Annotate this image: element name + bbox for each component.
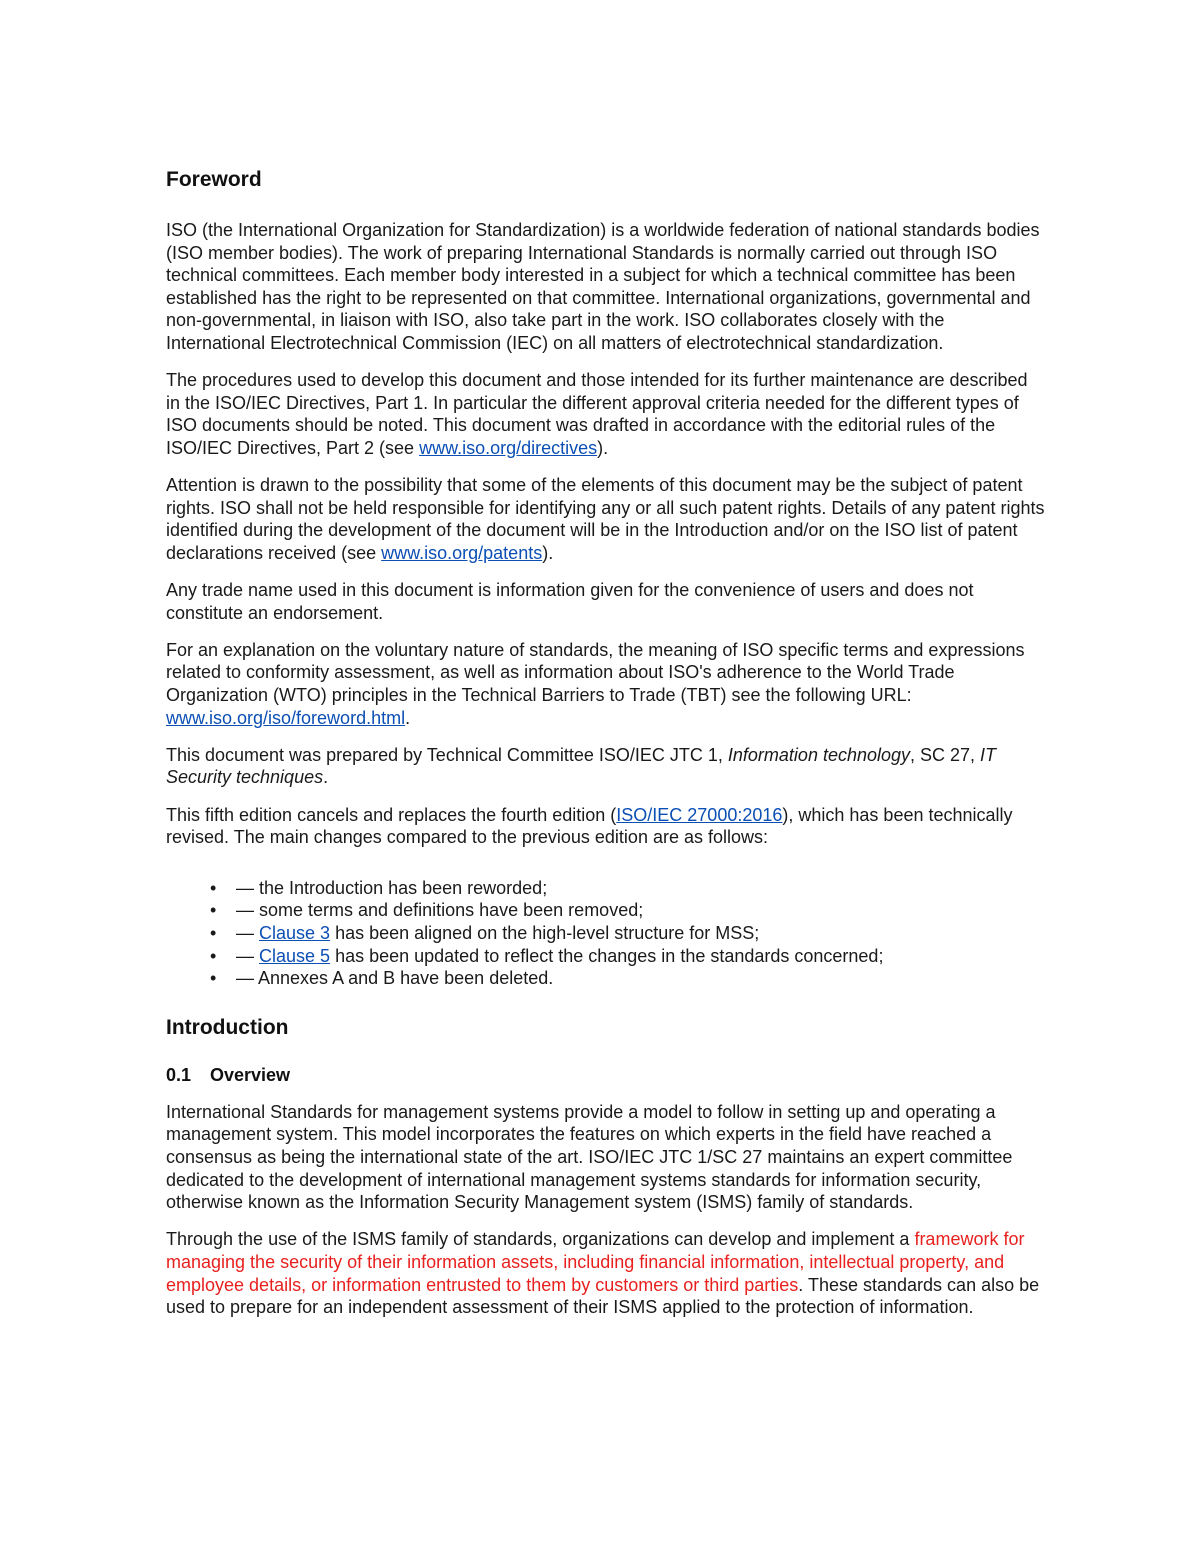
foreword-heading: Foreword	[166, 168, 262, 191]
foreword-paragraph-5: For an explanation on the voluntary nature of standards, the meaning of ISO specific terms and expressions related to conformity assessment, as well as information about ISO's adherence to the World Trade Organization (WTO) principles in the Technical Barriers to Trade (TBT) see the following URL: www.iso.org/iso/foreword.html.	[166, 639, 1025, 728]
overview-heading	[166, 1064, 1046, 1086]
clause-5-link[interactable]: Clause 5	[259, 945, 331, 966]
foreword-paragraph-7: This fifth edition cancels and replaces the fourth edition (ISO/IEC 27000:2016), which has been technically revised. The main changes compared to the previous edition are as follows:	[166, 804, 1013, 848]
foreword-paragraph-3: Attention is drawn to the possibility that some of the elements of this document may be the subject of patent rights. ISO shall not be held responsible for identifying any or all such patent rights. Details of any patent rights identified during the development of the document will be in the Introduction and/or on the ISO list of patent declarations received (see www.iso.org/patents).	[166, 475, 1045, 563]
changes-list	[166, 877, 1046, 990]
section-number: 0.1	[166, 1064, 192, 1085]
bullet-icon: •	[210, 945, 217, 966]
clause-3-link[interactable]: Clause 3	[259, 923, 331, 943]
introduction-paragraph-2: Through the use of the ISMS family of standards, organizations can develop and implement a framework for managing the security of their information assets, including financial information, intellectual property, and employee details, or information entrusted to them by customers or third parties. These standards can also be used to prepare for an independent assessment of their ISMS applied to the protection of information.	[166, 1229, 1040, 1318]
previous-edition-link[interactable]: ISO/IEC 27000:2016	[616, 804, 783, 825]
foreword-url-link[interactable]: www.iso.org/iso/foreword.html	[166, 707, 406, 728]
foreword-paragraph-6: This document was prepared by Technical Committee ISO/IEC JTC 1, Information technology, SC 27, IT Security techniques.	[166, 744, 997, 788]
list-item: • — some terms and definitions have been removed;	[210, 900, 644, 921]
document-page	[166, 166, 1046, 1333]
introduction-heading: Introduction	[166, 1015, 289, 1039]
section-title: Overview	[210, 1064, 291, 1085]
bullet-icon: •	[210, 900, 217, 921]
foreword-paragraph-1: ISO (the International Organization for Standardization) is a worldwide federation of national standards bodies (ISO member bodies). The work of preparing International Standards is normally carried out through ISO technical committees. Each member body interested in a subject for which a technical committee has been established has the right to be represented on that committee. International organizations, governmental and non-governmental, in liaison with ISO, also take part in the work. ISO collaborates closely with the International Electrotechnical Commission (IEC) on all matters of electrotechnical standardization.	[166, 220, 1040, 353]
introduction-paragraph-1: International Standards for management systems provide a model to follow in setting up and operating a management system. This model incorporates the features on which experts in the field have reached a consensus as being the international state of the art. ISO/IEC JTC 1/SC 27 maintains an expert committee dedicated to the development of international management systems standards for information security, otherwise known as the Information Security Management system (ISMS) family of standards.	[166, 1101, 1013, 1213]
highlighted-text: framework for managing the security of their information assets, including financial information, intellectual property, and employee details, or information entrusted to them by customers or third parties	[166, 1229, 1025, 1295]
bullet-icon: •	[210, 877, 217, 898]
patents-link[interactable]: www.iso.org/patents	[381, 542, 543, 563]
list-item: • — Clause 3 has been aligned on the high-level structure for MSS;	[210, 923, 760, 943]
list-item: • — the Introduction has been reworded;	[210, 877, 548, 898]
bullet-icon: •	[210, 968, 217, 989]
bullet-icon: •	[210, 923, 217, 943]
list-item: • — Annexes A and B have been deleted.	[210, 968, 554, 989]
foreword-paragraph-4: Any trade name used in this document is information given for the convenience of users and does not constitute an endorsement.	[166, 580, 974, 623]
foreword-paragraph-2: The procedures used to develop this document and those intended for its further maintenance are described in the ISO/IEC Directives, Part 1. In particular the different approval criteria needed for the different types of ISO documents should be noted. This document was drafted in accordance with the editorial rules of the ISO/IEC Directives, Part 2 (see www.iso.org/directives).	[166, 370, 1028, 458]
directives-link[interactable]: www.iso.org/directives	[419, 437, 598, 458]
list-item: • — Clause 5 has been updated to reflect the changes in the standards concerned;	[210, 945, 884, 966]
